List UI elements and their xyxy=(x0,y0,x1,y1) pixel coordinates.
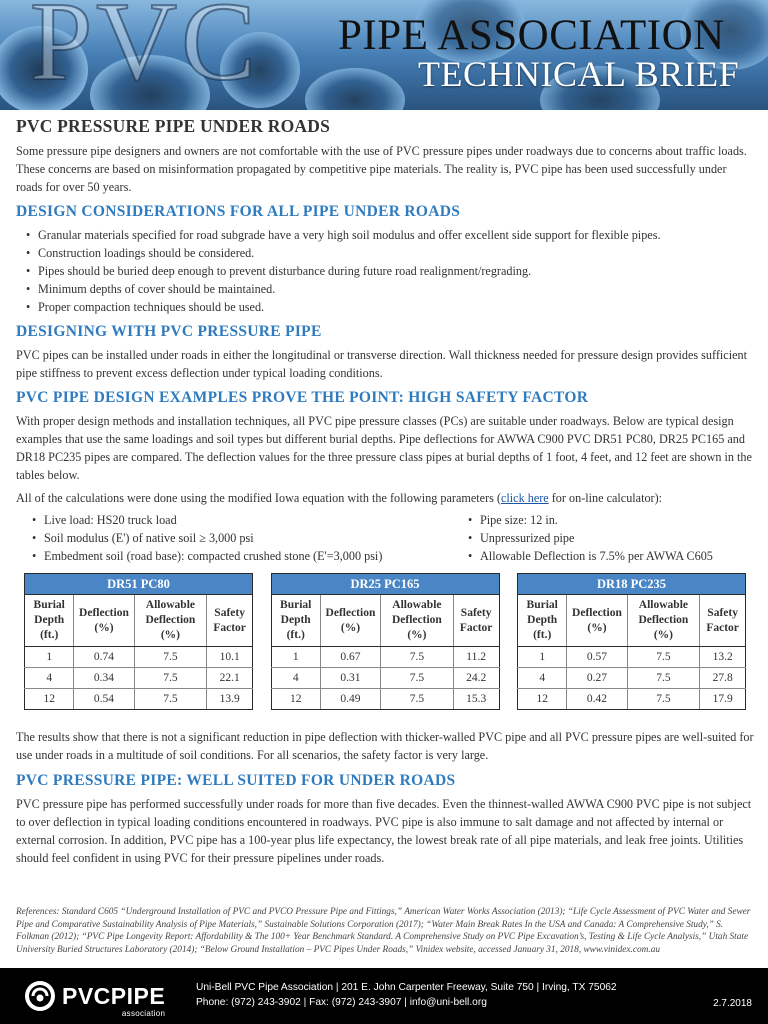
parameter-item: • Live load: HS20 truck load xyxy=(30,511,466,529)
parameter-item: • Allowable Deflection is 7.5% per AWWA C605 xyxy=(466,547,713,565)
deflection-tables xyxy=(24,573,746,710)
table-cell: 0.54 xyxy=(74,689,134,710)
table-cell: 1 xyxy=(271,647,320,668)
table-cell: 0.57 xyxy=(567,647,627,668)
well-suited-paragraph: PVC pressure pipe has performed successfully under roads for more than five decades. Even the thinnest-walled AWWA C900 PVC pipe is not subject to over deflection in typical loading conditions encountered in roadways. PVC pipe is also immune to salt damage and not affected by internal or external corrosion. In addition, PVC pipe has a 100-year plus life expectancy, the lowest break rate of all pipe materials, and leak free joints. Utilities should feel confident in using PVC for their pressure pipelines under roads. xyxy=(16,797,752,865)
deflection-table-dr51 xyxy=(24,573,253,710)
calc-text-after: for on-line calculator): xyxy=(548,491,663,505)
online-calculator-link[interactable]: click here xyxy=(501,491,549,505)
document-body xyxy=(16,116,754,867)
parameter-item: • Soil modulus (E') of native soil ≥ 3,000 psi xyxy=(30,529,466,547)
table-row xyxy=(518,647,746,668)
table-cell: 11.2 xyxy=(453,647,499,668)
table-cell: 27.8 xyxy=(700,668,746,689)
table-cell: 24.2 xyxy=(453,668,499,689)
table-cell: 12 xyxy=(25,689,74,710)
table-cell: 7.5 xyxy=(627,689,700,710)
design-examples-paragraph: With proper design methods and installation techniques, all PVC pipe pressure classes (PCs) are suitable under roadways. Below are typical design examples that use the same loadings and soil types but different burial depths. Pipe deflections for AWWA C900 PVC DR51 PC80, DR25 PC165 and DR18 PC235 pipes are compared. The deflection values for the three pressure class pipes at burial depths of 1 foot, 4 feet, and 12 feet are shown in the tables below. xyxy=(16,414,752,482)
list-item: • Construction loadings should be considered. xyxy=(24,244,754,262)
list-item: • Granular materials specified for road subgrade have a very high soil modulus and offer excellent side support for flexible pipes. xyxy=(24,226,754,244)
section-heading-design-considerations: DESIGN CONSIDERATIONS FOR ALL PIPE UNDER ROADS xyxy=(16,203,461,220)
column-header-safety: Safety Factor xyxy=(453,595,499,647)
table-cell: 1 xyxy=(518,647,567,668)
table-title: DR18 PC235 xyxy=(518,574,746,595)
footer-date: 2.7.2018 xyxy=(713,998,752,1009)
table-cell: 22.1 xyxy=(207,668,253,689)
footer-address: Uni-Bell PVC Pipe Association | 201 E. John Carpenter Freeway, Suite 750 | Irving, TX 75062 xyxy=(196,982,617,993)
column-header-deflection: Deflection (%) xyxy=(74,595,134,647)
table-cell: 1 xyxy=(25,647,74,668)
intro-paragraph: Some pressure pipe designers and owners are not comfortable with the use of PVC pressure pipes under roadways due to concerns about traffic loads. These concerns are based on misinformation propagated by competitive pipe materials. The reality is, PVC pipe has been used successfully under roads for over 50 years. xyxy=(16,144,747,194)
table-cell: 0.31 xyxy=(320,668,380,689)
references: References: Standard C605 “Underground Installation of PVC and PVCO Pressure Pipe and Fittings,” American Water Works Association (2013); “Life Cycle Assessment of PVC Water and Sewer Pipe and Comparative Sustainability Analysis of Pipe Materials,” Sustainable Solutions Corporation (2017); “Water Main Break Rates In the USA and Canada: A Comprehensive Study,” S. Folkman (2012); “PVC Pipe Longevity Report: Affordability & The 100+ Year Benchmark Standard. A Comprehensive Study on PVC Pipe Excavation’s, Testing & Life Cycle Analysis,” Utah State University Buried Structures Laboratory (2014); “Below Ground Installation – PVC Pipes Under Roads,” Vinidex website, accessed January 31, 2018, www.vinidex.com.au xyxy=(16,907,751,955)
table-cell: 7.5 xyxy=(381,689,454,710)
pvc-pipe-logo-icon xyxy=(24,980,56,1012)
parameters-right xyxy=(466,511,713,565)
parameter-item: • Pipe size: 12 in. xyxy=(466,511,713,529)
table-cell: 4 xyxy=(518,668,567,689)
table-cell: 0.67 xyxy=(320,647,380,668)
parameter-item: • Unpressurized pipe xyxy=(466,529,713,547)
header-banner xyxy=(0,0,768,110)
table-cell: 12 xyxy=(518,689,567,710)
column-header-allowable: Allowable Deflection (%) xyxy=(627,595,700,647)
table-row xyxy=(25,668,253,689)
table-title: DR25 PC165 xyxy=(271,574,499,595)
table-row xyxy=(271,668,499,689)
table-row xyxy=(518,689,746,710)
footer-logo xyxy=(24,978,166,1018)
table-cell: 7.5 xyxy=(381,647,454,668)
column-header-burial: Burial Depth (ft.) xyxy=(518,595,567,647)
table-cell: 17.9 xyxy=(700,689,746,710)
table-cell: 4 xyxy=(271,668,320,689)
deflection-table-dr25 xyxy=(271,573,500,710)
column-header-burial: Burial Depth (ft.) xyxy=(25,595,74,647)
calculation-paragraph xyxy=(16,489,754,507)
header-logo-letters: PVC xyxy=(30,0,260,104)
section-heading-design-examples: PVC PIPE DESIGN EXAMPLES PROVE THE POINT: HIGH SAFETY FACTOR xyxy=(16,389,589,406)
column-header-deflection: Deflection (%) xyxy=(567,595,627,647)
table-cell: 4 xyxy=(25,668,74,689)
column-header-deflection: Deflection (%) xyxy=(320,595,380,647)
section-heading-designing: DESIGNING WITH PVC PRESSURE PIPE xyxy=(16,323,322,340)
table-row xyxy=(25,689,253,710)
table-cell: 0.49 xyxy=(320,689,380,710)
table-cell: 15.3 xyxy=(453,689,499,710)
table-row xyxy=(271,689,499,710)
header-association-title: PIPE ASSOCIATION xyxy=(338,12,725,59)
table-cell: 0.42 xyxy=(567,689,627,710)
parameter-item: • Embedment soil (road base): compacted crushed stone (E'=3,000 psi) xyxy=(30,547,466,565)
table-row xyxy=(25,647,253,668)
footer-phone: Phone: (972) 243-3902 | Fax: (972) 243-3907 | info@uni-bell.org xyxy=(196,997,487,1008)
table-cell: 12 xyxy=(271,689,320,710)
list-item: • Minimum depths of cover should be maintained. xyxy=(24,280,754,298)
table-cell: 7.5 xyxy=(134,668,207,689)
table-cell: 7.5 xyxy=(627,647,700,668)
column-header-burial: Burial Depth (ft.) xyxy=(271,595,320,647)
logo-subtitle: association xyxy=(121,1008,166,1018)
footer xyxy=(0,968,768,1024)
column-header-allowable: Allowable Deflection (%) xyxy=(134,595,207,647)
page-title: PVC PRESSURE PIPE UNDER ROADS xyxy=(16,116,331,136)
table-cell: 7.5 xyxy=(134,647,207,668)
footer-contact xyxy=(196,980,617,1010)
column-header-safety: Safety Factor xyxy=(700,595,746,647)
table-cell: 10.1 xyxy=(207,647,253,668)
designing-paragraph: PVC pipes can be installed under roads in either the longitudinal or transverse direction. Wall thickness needed for pressure design provides sufficient pipe stiffness to prevent excess deflection under typical loading conditions. xyxy=(16,348,747,380)
list-item: • Proper compaction techniques should be used. xyxy=(24,298,754,316)
deflection-table-dr18 xyxy=(517,573,746,710)
table-cell: 0.74 xyxy=(74,647,134,668)
table-cell: 13.9 xyxy=(207,689,253,710)
table-title: DR51 PC80 xyxy=(25,574,253,595)
parameters-list xyxy=(30,511,754,565)
footer-logo-text xyxy=(62,982,166,1018)
list-item: • Pipes should be buried deep enough to prevent disturbance during future road realignment/regrading. xyxy=(24,262,754,280)
table-cell: 0.34 xyxy=(74,668,134,689)
table-cell: 0.27 xyxy=(567,668,627,689)
table-cell: 7.5 xyxy=(627,668,700,689)
table-cell: 7.5 xyxy=(134,689,207,710)
section-heading-well-suited: PVC PRESSURE PIPE: WELL SUITED FOR UNDER ROADS xyxy=(16,772,456,789)
logo-wordmark: PVCPIPE xyxy=(62,982,166,1009)
parameters-left xyxy=(30,511,466,565)
header-technical-brief: TECHNICAL BRIEF xyxy=(418,54,740,94)
table-row xyxy=(518,668,746,689)
table-cell: 13.2 xyxy=(700,647,746,668)
column-header-allowable: Allowable Deflection (%) xyxy=(381,595,454,647)
design-considerations-list xyxy=(24,226,754,316)
table-cell: 7.5 xyxy=(381,668,454,689)
results-paragraph: The results show that there is not a significant reduction in pipe deflection with thicker-walled PVC pipe and all PVC pressure pipes are well-suited for use under roads in a multitude of soil conditions. For all scenarios, the safety factor is very large. xyxy=(16,730,754,762)
calc-text-before: All of the calculations were done using the modified Iowa equation with the following parameters ( xyxy=(16,491,501,505)
column-header-safety: Safety Factor xyxy=(207,595,253,647)
table-row xyxy=(271,647,499,668)
